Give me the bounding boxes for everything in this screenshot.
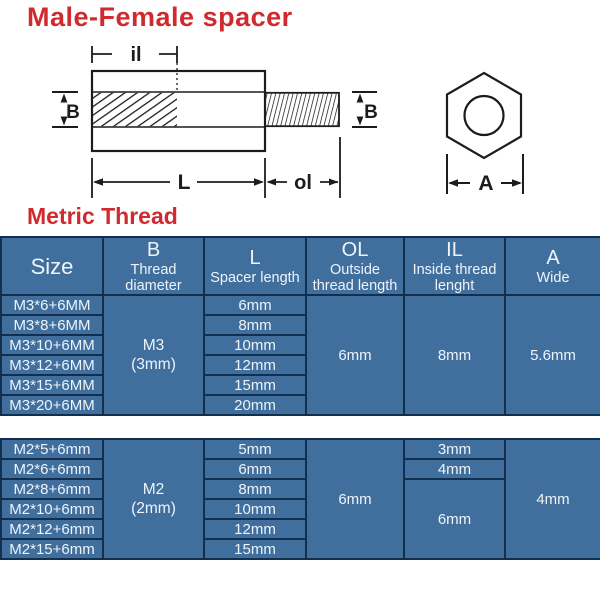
l-cell: 8mm (204, 315, 306, 335)
dim-label-l: L (177, 171, 191, 194)
col-header-a-desc: Wide (536, 269, 570, 286)
col-header-il (404, 237, 505, 295)
arrow-right (329, 179, 339, 186)
l-cell: 15mm (204, 375, 306, 395)
col-header-ol-code: OL (341, 238, 369, 261)
b-code: M3 (142, 337, 165, 354)
col-header-il-desc: Inside thread lenght (412, 261, 497, 294)
size-cell: M2*10+6mm (1, 499, 103, 519)
col-header-ol (306, 237, 404, 295)
il-cell-m2: 3mm (404, 439, 505, 459)
ol-cell-m2: 6mm (306, 439, 404, 559)
l-cell: 10mm (204, 499, 306, 519)
size-cell: M3*8+6MM (1, 315, 103, 335)
b-cell-m2 (103, 439, 204, 559)
l-cell: 12mm (204, 519, 306, 539)
dim-label-b-left: B (66, 102, 80, 123)
dim-label-b-right: B (364, 102, 378, 123)
col-header-b-desc: Thread diameter (125, 261, 182, 294)
size-cell: M2*15+6mm (1, 539, 103, 559)
l-cell: 15mm (204, 539, 306, 559)
size-cell: M2*5+6mm (1, 439, 103, 459)
size-cell: M3*20+6MM (1, 395, 103, 415)
size-cell: M3*6+6MM (1, 295, 103, 315)
arrow-down (357, 117, 364, 126)
il-cell-m2: 4mm (404, 459, 505, 479)
col-header-l-desc: Spacer length (210, 269, 300, 286)
section-title-metric-thread: Metric Thread (27, 203, 178, 229)
l-cell: 8mm (204, 479, 306, 499)
spacer-technical-drawing (0, 0, 600, 232)
arrow-left (448, 179, 458, 186)
col-header-l (204, 237, 306, 295)
size-cell: M3*10+6MM (1, 335, 103, 355)
table-header-row (1, 237, 600, 295)
col-header-il-code: IL (446, 238, 463, 261)
dim-label-ol: ol (294, 172, 312, 194)
arrow-left (267, 179, 277, 186)
arrow-up (357, 94, 364, 103)
col-header-a (505, 237, 600, 295)
b-paren: (2mm) (131, 500, 176, 517)
l-cell: 5mm (204, 439, 306, 459)
a-cell-m2: 4mm (505, 439, 600, 559)
col-header-b (103, 237, 204, 295)
size-cell: M3*12+6MM (1, 355, 103, 375)
l-cell: 20mm (204, 395, 306, 415)
col-header-ol-desc: Outside thread length (312, 261, 398, 294)
b-paren: (3mm) (131, 356, 176, 373)
b-code: M2 (142, 481, 165, 498)
col-header-b-code: B (146, 238, 161, 261)
internal-thread-hatch (92, 93, 177, 126)
il-cell-m2: 6mm (404, 479, 505, 559)
table-row (1, 439, 600, 459)
dim-label-il: il (130, 44, 142, 66)
a-cell-m3: 5.6mm (505, 295, 600, 415)
l-cell: 6mm (204, 295, 306, 315)
page-title: Male-Female spacer (27, 2, 293, 32)
arrow-right (512, 179, 522, 186)
table-row (1, 295, 600, 315)
hex-bore-circle (465, 96, 504, 135)
ol-cell-m3: 6mm (306, 295, 404, 415)
col-header-l-code: L (249, 246, 261, 269)
b-cell-m3 (103, 295, 204, 415)
male-thread-stud (265, 93, 339, 126)
dim-label-a: A (478, 172, 494, 195)
col-header-size-label: Size (30, 253, 74, 279)
size-cell: M2*8+6mm (1, 479, 103, 499)
arrow-left (93, 178, 103, 185)
spec-table-m3 (0, 236, 600, 416)
l-cell: 10mm (204, 335, 306, 355)
l-cell: 6mm (204, 459, 306, 479)
col-header-size (1, 237, 103, 295)
l-cell: 12mm (204, 355, 306, 375)
size-cell: M2*6+6mm (1, 459, 103, 479)
arrow-right (254, 178, 264, 185)
spec-table-m2 (0, 438, 600, 560)
col-header-a-code: A (546, 246, 560, 269)
size-cell: M2*12+6mm (1, 519, 103, 539)
size-cell: M3*15+6MM (1, 375, 103, 395)
il-cell-m3: 8mm (404, 295, 505, 415)
